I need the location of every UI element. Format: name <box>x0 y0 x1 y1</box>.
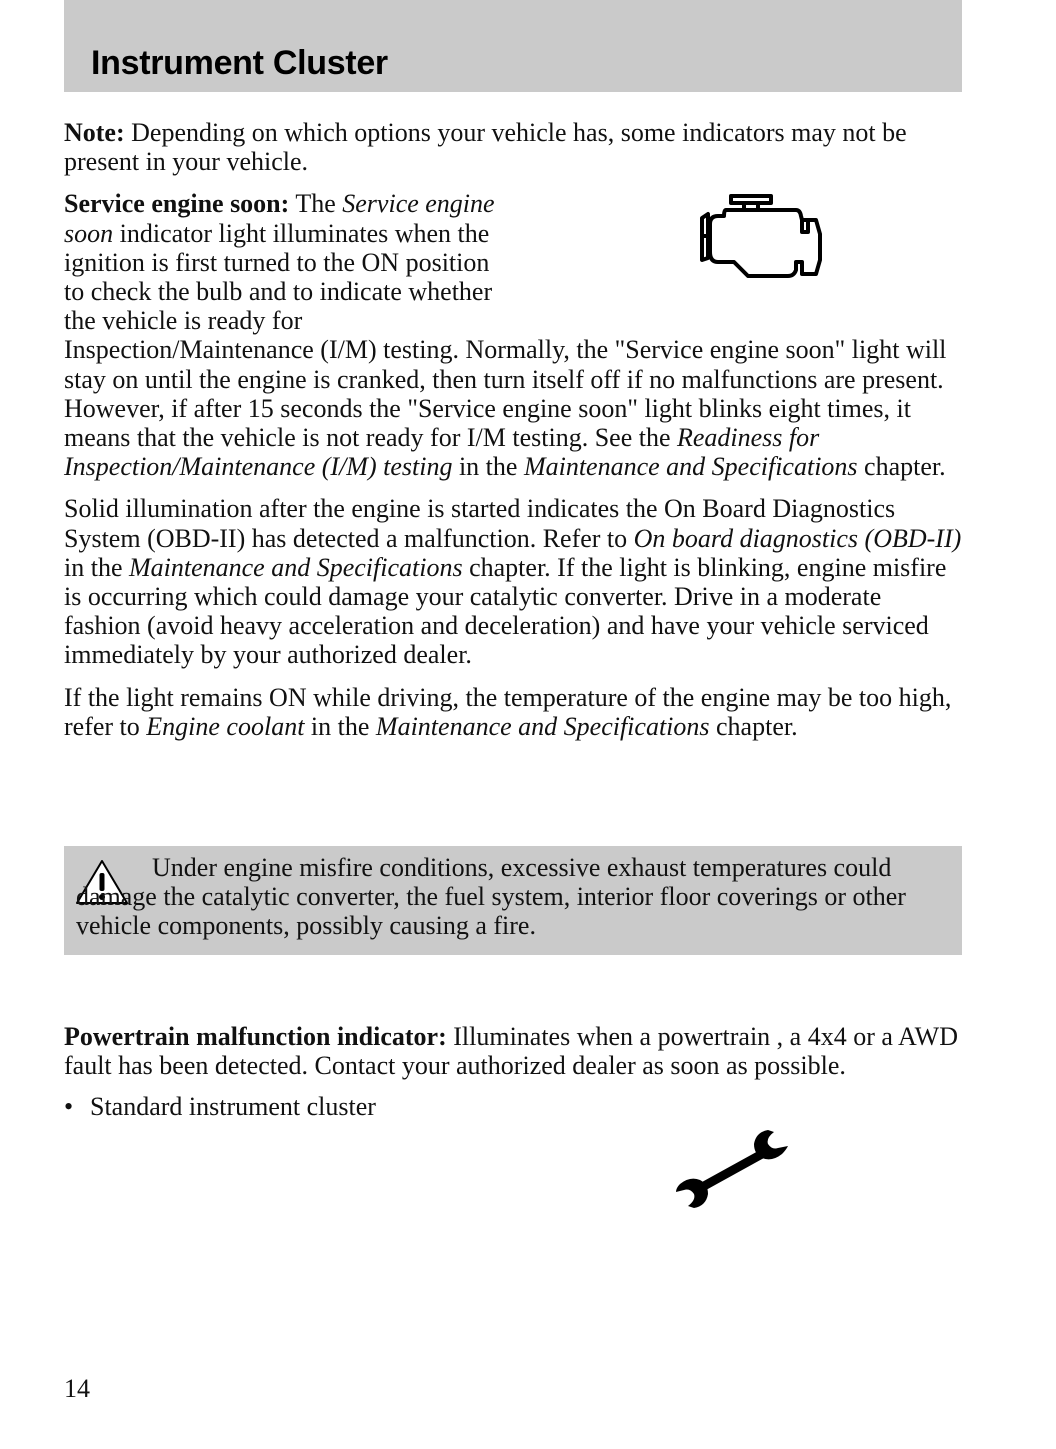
warning-callout <box>64 846 962 955</box>
powertrain-label: Powertrain malfunction indicator: <box>64 1022 447 1051</box>
italic-reference: Maintenance and Specifications <box>375 711 710 741</box>
text-run: chapter. <box>857 452 946 482</box>
note-text: Depending on which options your vehicle has, some indicators may not be present in your vehicle. <box>64 118 907 177</box>
italic-reference: Readiness for Inspection/Maintenance (I/M) testing <box>64 423 820 482</box>
light-remains-on-paragraph <box>64 683 964 741</box>
text-run: indicator light illuminates when the ignition is first turned to the ON position to check the bulb and to indicate whether the vehicle is ready for Inspection/Maintenance (I/M) testing. Normally, the "Service engine soon" light will stay on until the engine is cranked, then turn itself off if no malfunctions are present. However, if after 15 seconds the "Service engine soon" light blinks eight times, it means that the vehicle is not ready for I/M testing. See the <box>64 218 947 453</box>
main-content <box>64 118 964 754</box>
text-run: Solid illumination after the engine is started indicates the On Board Diagnostics System (OBD-II) has detected a malfunction. Refer to <box>64 494 896 553</box>
solid-illumination-paragraph <box>64 494 964 669</box>
text-run: in the <box>304 711 376 741</box>
text-run: in the <box>452 452 524 482</box>
chapter-title: Instrument Cluster <box>91 44 388 82</box>
service-engine-soon-paragraph <box>64 189 964 481</box>
text-run: The <box>289 189 343 219</box>
powertrain-section <box>64 1022 964 1122</box>
powertrain-text: Illuminates when a powertrain , a 4x4 or a AWD fault has been detected. Contact your authorized dealer as soon as possible. <box>64 1022 958 1081</box>
service-engine-soon-label: Service engine soon: <box>64 189 290 219</box>
italic-reference: On board diagnostics (OBD-II) <box>633 523 962 553</box>
check-engine-icon <box>696 190 826 282</box>
chapter-header-band <box>64 0 962 92</box>
bullet-list-item <box>64 1092 964 1121</box>
text-run: in the <box>64 552 129 582</box>
note-paragraph <box>64 118 964 176</box>
text-run: chapter. <box>709 711 798 741</box>
wrench-icon <box>672 1124 792 1210</box>
warning-text: Under engine misfire conditions, excessive exhaust temperatures could damage the catalytic converter, the fuel system, interior floor coverings or other vehicle components, possibly causing a fire. <box>76 853 906 941</box>
page-number: 14 <box>64 1374 90 1403</box>
italic-reference: Maintenance and Specifications <box>523 452 858 482</box>
text-run: If the light remains ON while driving, the temperature of the engine may be too high, refer to <box>64 682 952 741</box>
italic-reference: Engine coolant <box>146 711 305 741</box>
powertrain-paragraph <box>64 1022 964 1080</box>
text-run: chapter. If the light is blinking, engine misfire is occurring which could damage your catalytic converter. Drive in a moderate fashion (avoid heavy acceleration and deceleration) and have your vehicle serviced immediately by your authorized dealer. <box>64 552 947 670</box>
bullet-text: Standard instrument cluster <box>90 1092 376 1122</box>
bullet-icon: • <box>64 1092 74 1122</box>
note-label: Note: <box>64 118 125 147</box>
italic-reference: Service engine soon <box>64 189 495 248</box>
italic-reference: Maintenance and Specifications <box>129 552 463 582</box>
